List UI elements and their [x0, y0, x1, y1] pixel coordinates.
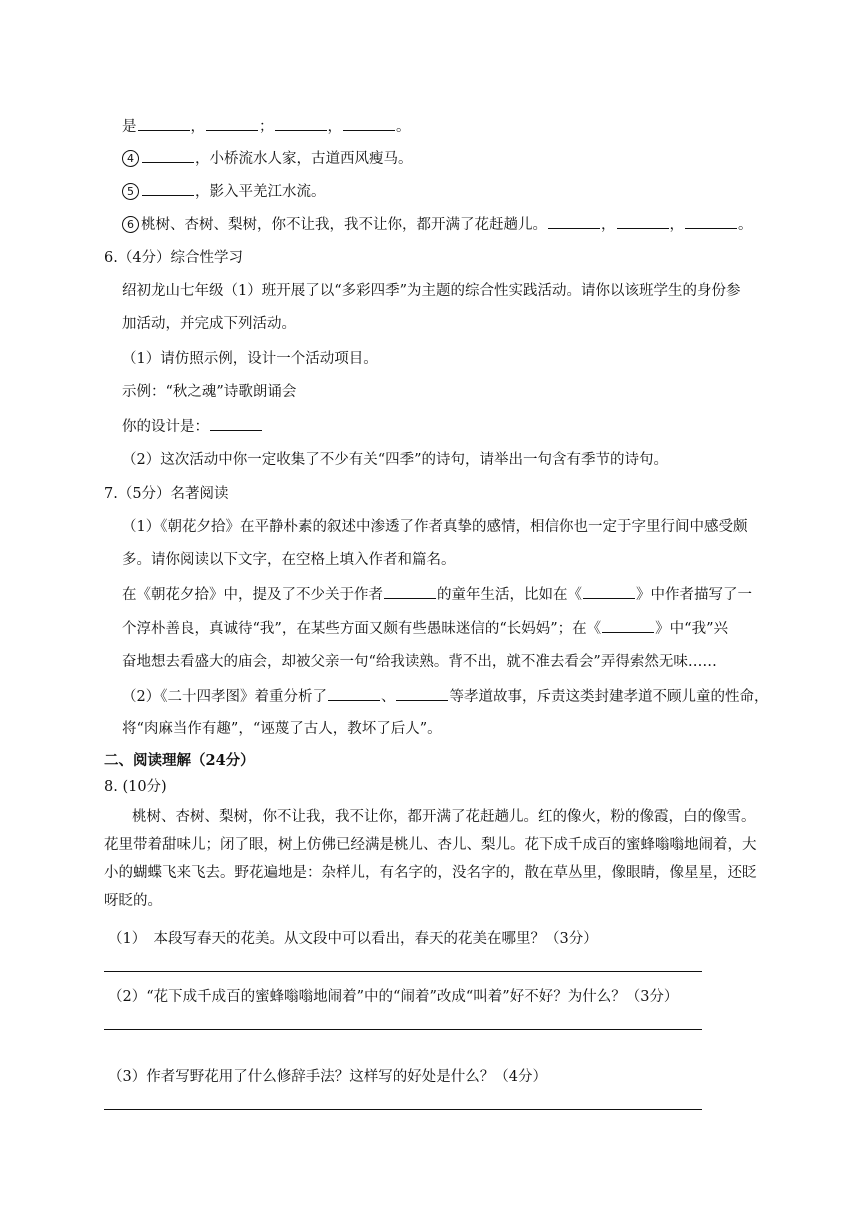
answer-blank[interactable] [328, 686, 380, 701]
sub-question-1: （1） 本段写春天的花美。从文段中可以看出，春天的花美在哪里？（3分） [108, 931, 598, 947]
q5-line-a: 是 ， ； ， 。 [122, 116, 411, 137]
q6-sub-2: （2）这次活动中你一定收集了不少有关“四季”的诗句，请举出一句含有季节的诗句。 [122, 452, 669, 468]
passage-line-1: 桃树、杏树、梨树，你不让我，我不让你，都开满了花赶趟儿。红的像火，粉的像霞，白的像雪。 [132, 809, 756, 825]
q7-p2-line-c: 奋地想去看盛大的庙会，却被父亲一句“给我读熟。背不出，就不准去看会”弄得索然无味…… [122, 654, 717, 670]
q6-sub-1: （1）请仿照示例，设计一个活动项目。 [122, 351, 378, 367]
answer-blank[interactable] [548, 214, 600, 229]
answer-blank[interactable] [206, 116, 258, 131]
answer-blank[interactable] [583, 584, 635, 599]
answer-blank[interactable] [142, 181, 194, 196]
q7-p3-line-b: 将“肉麻当作有趣”，“诬蔑了古人，教坏了后人”。 [122, 721, 442, 737]
q6-intro-1: 绍初龙山七年级（1）班开展了以“多彩四季”为主题的综合性实践活动。请你以该班学生的身份参 [122, 283, 741, 299]
answer-blank[interactable] [384, 584, 436, 599]
q5-item-4: 4 ，小桥流水人家，古道西风瘦马。 [122, 148, 413, 169]
q6-example: 示例：“秋之魂”诗歌朗诵会 [122, 384, 297, 400]
answer-blank[interactable] [617, 214, 669, 229]
q7-p1-line-a: （1）《朝花夕拾》在平静朴素的叙述中渗透了作者真挚的感情，相信你也一定于字里行间中感受颇 [122, 519, 748, 535]
answer-line[interactable] [104, 1109, 702, 1110]
q7-p2-line-b: 个淳朴善良，真诚待“我”，在某些方面又颇有些愚昧迷信的“长妈妈”；在《 》中“我”兴 [122, 618, 728, 639]
q5-line-a-prefix: 是 [122, 119, 137, 135]
answer-line[interactable] [104, 971, 702, 972]
q6-title: 6.（4分）综合性学习 [104, 250, 244, 266]
circled-number: 6 [122, 216, 139, 233]
answer-blank[interactable] [602, 618, 654, 633]
q7-title: 7.（5分）名著阅读 [104, 486, 229, 502]
answer-line[interactable] [104, 1029, 702, 1030]
answer-blank[interactable] [343, 116, 395, 131]
answer-blank[interactable] [396, 686, 448, 701]
answer-blank[interactable] [275, 116, 327, 131]
q5-item-5: 5 ，影入平羌江水流。 [122, 181, 326, 202]
section-heading: 二、阅读理解（24分） [104, 752, 255, 769]
passage-line-4: 呀眨的。 [104, 893, 162, 909]
answer-blank[interactable] [142, 148, 194, 163]
q8-title: 8. (10分) [104, 779, 167, 795]
q5-item-6: 6 桃树、杏树、梨树，你不让我，我不让你，都开满了花赶趟儿。 ， ， 。 [122, 214, 753, 235]
answer-blank[interactable] [685, 214, 737, 229]
answer-blank[interactable] [138, 116, 190, 131]
circled-number: 5 [122, 183, 139, 200]
q6-design-line: 你的设计是： [122, 416, 263, 437]
q6-intro-2: 加活动，并完成下列活动。 [122, 316, 296, 332]
sub-question-3: （3）作者写野花用了什么修辞手法？这样写的好处是什么？（4分） [108, 1069, 547, 1085]
sub-question-2: （2）“花下成千成百的蜜蜂嗡嗡地闹着”中的“闹着”改成“叫着”好不好？为什么？（3分） [108, 989, 679, 1005]
q7-p3-line-a: （2）《二十四孝图》着重分析了 、 等孝道故事，斥责这类封建孝道不顾儿童的性命， [122, 686, 768, 707]
answer-blank[interactable] [210, 416, 262, 431]
q7-p2-line-a: 在《朝花夕拾》中，提及了不少关于作者 的童年生活，比如在《 》中作者描写了一 [122, 584, 752, 605]
passage-line-2: 花里带着甜味儿；闭了眼，树上仿佛已经满是桃儿、杏儿、梨儿。花下成千成百的蜜蜂嗡嗡地闹着，大 [104, 837, 757, 853]
passage-line-3: 小的蝴蝶飞来飞去。野花遍地是：杂样儿，有名字的，没名字的，散在草丛里，像眼睛，像星星，还眨 [104, 865, 757, 881]
circled-number: 4 [122, 150, 139, 167]
q7-p1-line-b: 多。请你阅读以下文字，在空格上填入作者和篇名。 [122, 552, 456, 568]
